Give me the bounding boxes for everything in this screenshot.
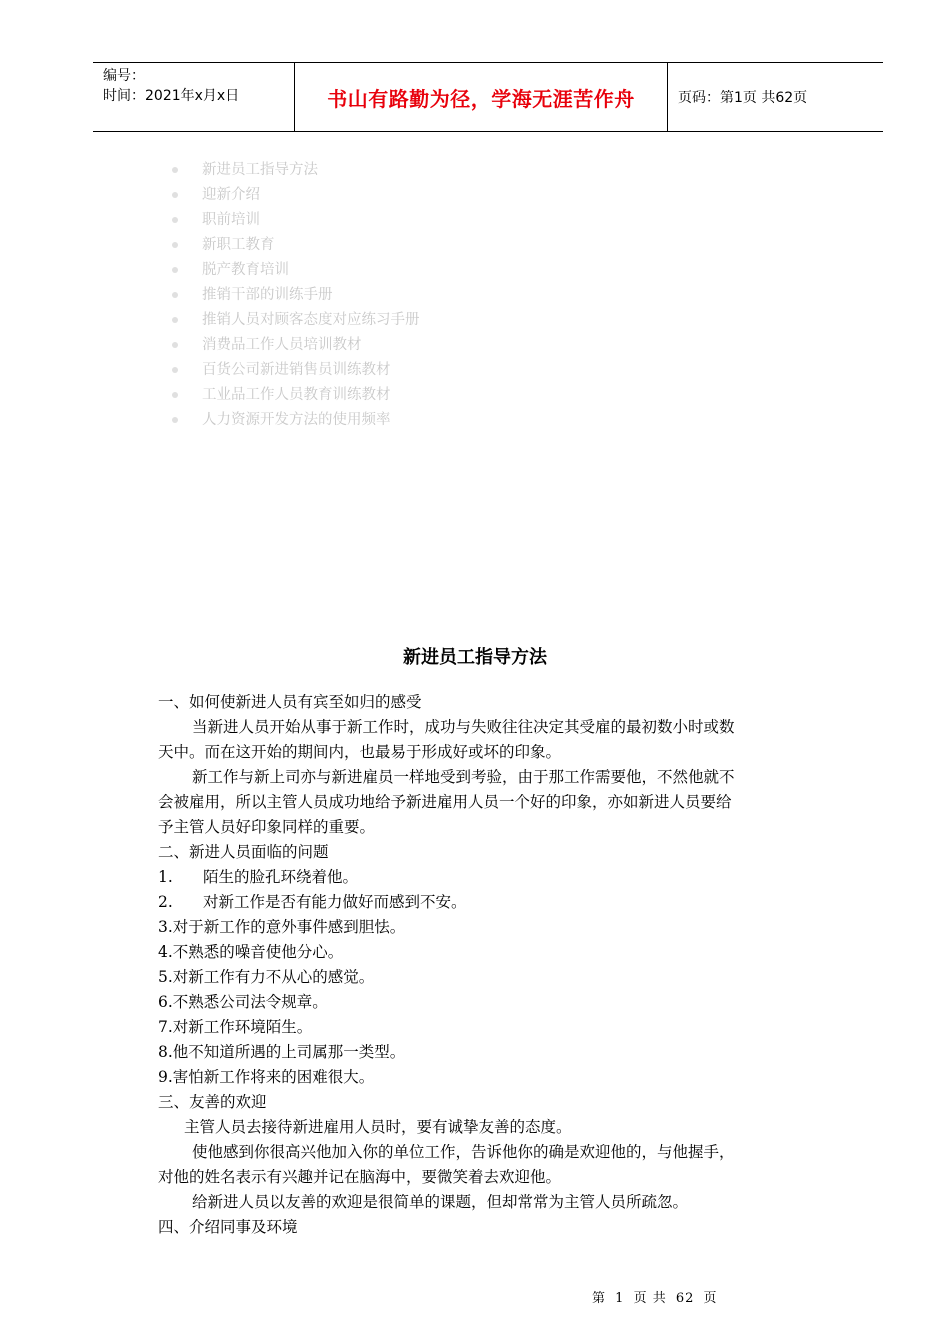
problem-list-item: [158, 965, 828, 990]
paragraph-line: 主管人员去接待新进雇用人员时，要有诚挚友善的态度。: [184, 1118, 572, 1136]
problem-text: 他不知道所遇的上司属那一类型。: [172, 1043, 406, 1061]
toc-item[interactable]: [170, 283, 420, 308]
toc-item-label: 迎新介绍: [202, 187, 260, 203]
problem-text: 不熟悉公司法令规章。: [172, 993, 328, 1011]
bullet-icon: [172, 417, 178, 423]
serial-label: 编号：: [103, 68, 145, 84]
toc-item-label: 推销人员对顾客态度对应练习手册: [202, 312, 420, 328]
problem-list-item: [158, 915, 828, 940]
footer-suffix: 页: [703, 1291, 718, 1306]
paragraph-line: 二、新进人员面临的问题: [158, 843, 329, 861]
header-meta-cell: [93, 63, 295, 131]
problem-text: 对新工作有力不从心的感觉。: [172, 968, 375, 986]
problem-text: 对新工作环境陌生。: [172, 1018, 313, 1036]
toc-item[interactable]: [170, 333, 420, 358]
toc-item[interactable]: [170, 383, 420, 408]
paragraph-line: 对他的姓名表示有兴趣并记在脑海中，要微笑着去欢迎他。: [158, 1168, 562, 1186]
toc-item-label: 人力资源开发方法的使用频率: [202, 412, 391, 428]
bullet-icon: [172, 217, 178, 223]
header-page-info: 页码：第1页 共62页: [678, 90, 808, 106]
header-motto: 书山有路勤为径，学海无涯苦作舟: [295, 63, 668, 131]
problem-number: 7.: [158, 1018, 173, 1036]
toc-item[interactable]: [170, 408, 420, 433]
toc-item[interactable]: [170, 158, 420, 183]
problem-number: 4.: [158, 943, 173, 961]
time-label: 时间：2021年x月x日: [103, 88, 240, 104]
paragraph-line: 一、如何使新进人员有宾至如归的感受: [158, 693, 422, 711]
article-title: 新进员工指导方法: [403, 647, 547, 668]
footer-prefix: 第: [592, 1291, 607, 1306]
bullet-icon: [172, 242, 178, 248]
problem-list-item: [158, 1065, 828, 1090]
problem-list-item: [158, 865, 828, 890]
problem-number: 9.: [158, 1068, 173, 1086]
toc-item-label: 工业品工作人员教育训练教材: [202, 387, 391, 403]
toc-item-label: 新职工教育: [202, 237, 275, 253]
toc-item-label: 推销干部的训练手册: [202, 287, 333, 303]
table-of-contents: [170, 158, 420, 433]
bullet-icon: [172, 292, 178, 298]
paragraph-line: 新工作与新上司亦与新进雇员一样地受到考验，由于那工作需要他，不然他就不: [192, 768, 735, 786]
toc-item-label: 百货公司新进销售员训练教材: [202, 362, 391, 378]
header-table: [93, 62, 883, 132]
toc-item-label: 脱产教育培训: [202, 262, 289, 278]
paragraph-line: 三、友善的欢迎: [158, 1093, 267, 1111]
problem-text: 害怕新工作将来的困难很大。: [172, 1068, 375, 1086]
page-footer: [590, 1287, 720, 1306]
problem-list-item: [158, 1040, 828, 1065]
paragraph-line: 给新进人员以友善的欢迎是很简单的课题，但却常常为主管人员所疏忽。: [192, 1193, 689, 1211]
problem-list-item: [158, 890, 828, 915]
paragraph-line: 当新进人员开始从事于新工作时，成功与失败往往决定其受雇的最初数小时或数: [192, 718, 735, 736]
bullet-icon: [172, 267, 178, 273]
bullet-icon: [172, 367, 178, 373]
toc-item[interactable]: [170, 358, 420, 383]
paragraph-line: 使他感到你很高兴他加入你的单位工作，告诉他你的确是欢迎他的，与他握手，: [192, 1143, 735, 1161]
problem-text: 陌生的脸孔环绕着他。: [203, 868, 359, 886]
problem-text: 对新工作是否有能力做好而感到不安。: [203, 893, 467, 911]
footer-total-pages: 62: [675, 1291, 695, 1306]
problem-list-item: [158, 1015, 828, 1040]
problem-number: 1.: [158, 868, 173, 886]
footer-page-number: 1: [615, 1291, 625, 1306]
problem-number: 6.: [158, 993, 173, 1011]
toc-item-label: 消费品工作人员培训教材: [202, 337, 362, 353]
problem-number: 8.: [158, 1043, 173, 1061]
bullet-icon: [172, 167, 178, 173]
article-body: [158, 690, 828, 1240]
paragraph-line: 予主管人员好印象同样的重要。: [158, 818, 376, 836]
bullet-icon: [172, 342, 178, 348]
toc-item[interactable]: [170, 233, 420, 258]
problem-number: 3.: [158, 918, 173, 936]
footer-mid: 页 共: [633, 1291, 667, 1306]
toc-item[interactable]: [170, 208, 420, 233]
bullet-icon: [172, 317, 178, 323]
problem-text: 对于新工作的意外事件感到胆怯。: [172, 918, 406, 936]
paragraph-line: 会被雇用，所以主管人员成功地给予新进雇用人员一个好的印象，亦如新进人员要给: [158, 793, 732, 811]
toc-item[interactable]: [170, 308, 420, 333]
problem-list-item: [158, 940, 828, 965]
bullet-icon: [172, 392, 178, 398]
paragraph-line: 天中。而在这开始的期间内，也最易于形成好或坏的印象。: [158, 743, 562, 761]
problem-number: 2.: [158, 893, 173, 911]
problem-list-item: [158, 990, 828, 1015]
toc-item[interactable]: [170, 183, 420, 208]
bullet-icon: [172, 192, 178, 198]
problem-text: 不熟悉的噪音使他分心。: [172, 943, 344, 961]
toc-item[interactable]: [170, 258, 420, 283]
toc-item-label: 新进员工指导方法: [202, 162, 318, 178]
paragraph-line: 四、介绍同事及环境: [158, 1218, 298, 1236]
problem-number: 5.: [158, 968, 173, 986]
toc-item-label: 职前培训: [202, 212, 260, 228]
